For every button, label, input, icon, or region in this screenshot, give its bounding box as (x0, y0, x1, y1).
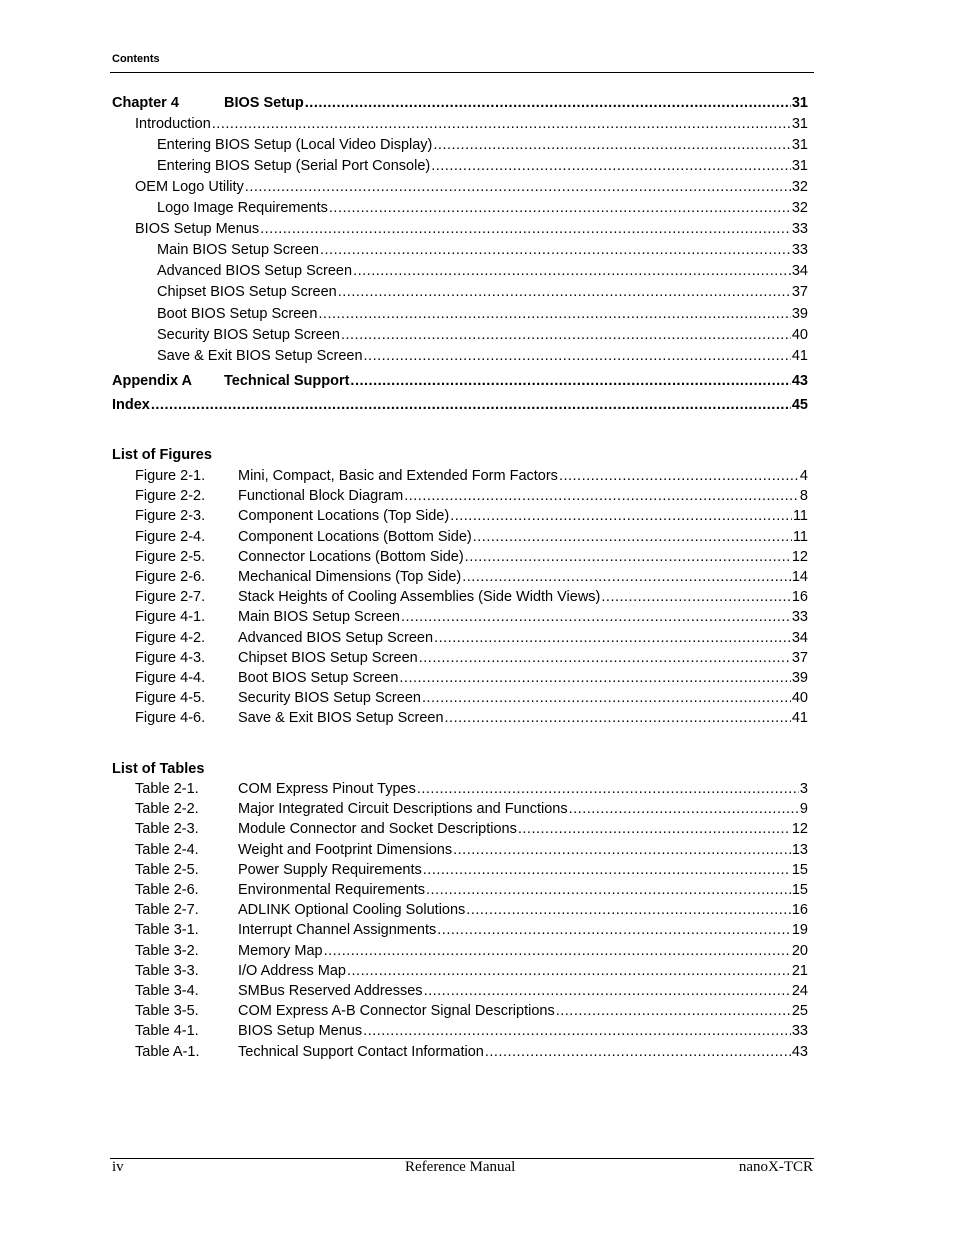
toc-section-entry (135, 220, 808, 238)
entry-title: Technical Support (224, 373, 350, 389)
entry-title: Component Locations (Top Side) (238, 508, 450, 525)
dot-leader (324, 942, 791, 960)
figure-entry (135, 528, 808, 546)
entry-page-number: 16 (791, 589, 808, 606)
table-entry (135, 1002, 808, 1020)
entry-page-number: 31 (791, 95, 808, 111)
entry-page-number: 21 (791, 962, 808, 979)
entry-title: COM Express Pinout Types (238, 781, 416, 797)
table-entry (135, 921, 808, 939)
entry-page-number: 16 (791, 902, 808, 919)
entry-label: Figure 2-4. (135, 528, 206, 545)
entry-title: Entering BIOS Setup (Local Video Display) (157, 137, 433, 153)
entry-page-number: 40 (791, 327, 808, 343)
entry-page-number: 13 (791, 841, 808, 858)
figure-entry (135, 669, 808, 687)
figure-entry (135, 649, 808, 667)
entry-page-number: 33 (791, 609, 808, 626)
entry-title: Advanced BIOS Setup Screen (157, 263, 353, 279)
entry-label: Figure 4-4. (135, 670, 206, 686)
table-entry (135, 1043, 808, 1061)
toc-section-entry (157, 262, 808, 280)
entry-page-number: 19 (791, 922, 808, 939)
figure-entry (135, 608, 808, 626)
footer-product: nanoX-TCR (738, 1159, 813, 1175)
entry-title: Main BIOS Setup Screen (157, 242, 319, 258)
toc-section-entry (157, 199, 808, 217)
entry-label: Figure 2-6. (135, 569, 206, 585)
entry-label: Table 2-4. (135, 841, 199, 858)
entry-page-number: 32 (791, 200, 808, 216)
toc-chapter-entry (112, 372, 808, 390)
entry-page-number: 15 (791, 861, 808, 878)
figure-entry (135, 487, 808, 505)
entry-label: Figure 4-6. (135, 710, 206, 727)
entry-title: OEM Logo Utility (135, 179, 244, 195)
entry-label: Appendix A (112, 373, 193, 389)
table-entry (135, 780, 808, 798)
entry-label: Figure 2-7. (135, 589, 206, 606)
table-entry (135, 901, 808, 919)
dot-leader (431, 157, 791, 175)
entry-label: Table A-1. (135, 1043, 200, 1060)
dot-leader (329, 199, 791, 217)
dot-leader (341, 326, 791, 344)
entry-label: Figure 2-2. (135, 488, 206, 505)
entry-title: ADLINK Optional Cooling Solutions (238, 902, 466, 919)
entry-title: Memory Map (238, 942, 323, 959)
entry-page-number: 41 (791, 348, 808, 364)
entry-title: Module Connector and Socket Descriptions (238, 821, 517, 838)
table-entry (135, 881, 808, 899)
entry-title: SMBus Reserved Addresses (238, 983, 423, 999)
entry-title: Functional Block Diagram (238, 488, 404, 505)
dot-leader (473, 528, 792, 546)
dot-leader (437, 921, 791, 939)
entry-title: Interrupt Channel Assignments (238, 922, 437, 939)
entry-label: Table 3-1. (135, 922, 199, 939)
entry-page-number: 43 (791, 373, 808, 389)
entry-title: Introduction (135, 116, 211, 132)
dot-leader (424, 982, 791, 1000)
entry-page-number: 34 (791, 629, 808, 646)
entry-title: Logo Image Requirements (157, 200, 328, 216)
dot-leader (364, 347, 791, 365)
dot-leader (151, 396, 791, 414)
dot-leader (466, 901, 791, 919)
figure-entry (135, 709, 808, 727)
entry-label: Index (112, 397, 150, 413)
entry-title: Chipset BIOS Setup Screen (238, 649, 418, 666)
entry-page-number: 45 (791, 397, 808, 413)
dot-leader (462, 568, 791, 586)
toc-section-entry (157, 283, 808, 301)
entry-page-number: 37 (791, 284, 808, 300)
toc-section-entry (157, 305, 808, 323)
entry-title: Major Integrated Circuit Descriptions and Functions (238, 801, 568, 818)
entry-title: BIOS Setup Menus (238, 1023, 363, 1040)
entry-page-number: 12 (791, 548, 808, 565)
entry-page-number: 31 (791, 158, 808, 174)
entry-page-number: 31 (791, 116, 808, 132)
entry-page-number: 20 (791, 942, 808, 959)
entry-page-number: 3 (799, 781, 808, 797)
entry-label: Table 2-3. (135, 821, 199, 838)
entry-label: Table 4-1. (135, 1023, 199, 1040)
entry-label: Figure 2-3. (135, 508, 206, 525)
dot-leader (419, 649, 791, 667)
entry-label: Chapter 4 (112, 95, 179, 111)
entry-label: Table 3-5. (135, 1003, 199, 1020)
entry-title: Component Locations (Bottom Side) (238, 528, 472, 545)
entry-page-number: 9 (799, 801, 808, 818)
entry-page-number: 41 (791, 710, 808, 727)
figure-entry (135, 588, 808, 606)
dot-leader (450, 507, 792, 525)
figure-entry (135, 689, 808, 707)
entry-title: Advanced BIOS Setup Screen (238, 629, 434, 646)
entry-title: Security BIOS Setup Screen (157, 327, 340, 343)
dot-leader (465, 548, 791, 566)
figure-entry (135, 507, 808, 525)
dot-leader (556, 1002, 791, 1020)
entry-label: Figure 2-5. (135, 548, 206, 565)
entry-title: Environmental Requirements (238, 882, 425, 898)
dot-leader (338, 283, 791, 301)
entry-page-number: 37 (791, 649, 808, 666)
entry-title: Stack Heights of Cooling Assemblies (Side Width Views) (238, 589, 601, 606)
entry-page-number: 15 (791, 882, 808, 898)
figure-entry (135, 548, 808, 566)
dot-leader (445, 709, 791, 727)
entry-page-number: 4 (799, 468, 808, 484)
dot-leader (212, 115, 791, 133)
entry-label: Table 3-2. (135, 942, 199, 959)
dot-leader (426, 881, 791, 899)
dot-leader (422, 689, 791, 707)
footer-title: Reference Manual (405, 1159, 516, 1175)
entry-label: Table 2-5. (135, 861, 199, 878)
entry-label: Table 2-2. (135, 801, 199, 818)
table-entry (135, 942, 808, 960)
dot-leader (601, 588, 790, 606)
toc-section-entry (157, 157, 808, 175)
entry-page-number: 25 (791, 1003, 808, 1020)
figure-entry (135, 568, 808, 586)
running-header: Contents (112, 53, 160, 65)
entry-page-number: 43 (791, 1043, 808, 1060)
entry-title: Technical Support Contact Information (238, 1043, 484, 1060)
toc-section-entry (135, 178, 808, 196)
entry-title: Boot BIOS Setup Screen (157, 306, 318, 322)
entry-page-number: 31 (791, 137, 808, 153)
figure-entry (135, 467, 808, 485)
entry-label: Table 3-3. (135, 962, 199, 979)
entry-label: Table 2-7. (135, 902, 199, 919)
dot-leader (423, 861, 791, 879)
entry-title: Weight and Footprint Dimensions (238, 841, 453, 858)
entry-label: Figure 4-3. (135, 649, 206, 666)
entry-title: Security BIOS Setup Screen (238, 690, 421, 707)
dot-leader (559, 467, 799, 485)
entry-title: Mechanical Dimensions (Top Side) (238, 569, 462, 585)
dot-leader (399, 669, 790, 687)
entry-title: BIOS Setup Menus (135, 221, 260, 237)
toc-section-entry (157, 347, 808, 365)
footer-page-number: iv (112, 1159, 124, 1175)
entry-title: BIOS Setup (224, 95, 304, 111)
table-entry (135, 982, 808, 1000)
toc-section-entry (157, 241, 808, 259)
table-entry (135, 800, 808, 818)
entry-title: Connector Locations (Bottom Side) (238, 548, 464, 565)
entry-page-number: 33 (791, 242, 808, 258)
dot-leader (320, 241, 791, 259)
entry-label: Figure 4-5. (135, 690, 206, 707)
entry-page-number: 33 (791, 1023, 808, 1040)
entry-page-number: 14 (791, 569, 808, 585)
figure-entry (135, 629, 808, 647)
table-entry (135, 841, 808, 859)
dot-leader (417, 780, 799, 798)
list-of-tables-heading: List of Tables (112, 761, 205, 777)
dot-leader (260, 220, 791, 238)
dot-leader (350, 372, 790, 390)
entry-title: Save & Exit BIOS Setup Screen (157, 348, 363, 364)
dot-leader (485, 1043, 791, 1061)
entry-label: Table 2-1. (135, 781, 199, 797)
entry-label: Table 3-4. (135, 983, 199, 999)
toc-section-entry (157, 326, 808, 344)
entry-page-number: 39 (791, 670, 808, 686)
dot-leader (569, 800, 799, 818)
entry-page-number: 33 (791, 221, 808, 237)
entry-page-number: 12 (791, 821, 808, 838)
entry-page-number: 40 (791, 690, 808, 707)
entry-page-number: 8 (799, 488, 808, 505)
dot-leader (363, 1022, 791, 1040)
entry-label: Table 2-6. (135, 882, 199, 898)
entry-title: I/O Address Map (238, 962, 346, 979)
entry-page-number: 39 (791, 306, 808, 322)
dot-leader (353, 262, 791, 280)
toc-section-entry (157, 136, 808, 154)
table-entry (135, 962, 808, 980)
list-of-figures-heading: List of Figures (112, 447, 212, 463)
header-rule (110, 72, 814, 73)
entry-page-number: 34 (791, 263, 808, 279)
dot-leader (318, 305, 790, 323)
dot-leader (453, 841, 791, 859)
entry-title: Main BIOS Setup Screen (238, 609, 400, 626)
entry-page-number: 11 (792, 508, 808, 525)
toc-chapter-entry (112, 396, 808, 414)
entry-page-number: 32 (791, 179, 808, 195)
entry-label: Figure 4-1. (135, 609, 206, 626)
entry-title: Entering BIOS Setup (Serial Port Console) (157, 158, 431, 174)
dot-leader (401, 608, 791, 626)
entry-title: COM Express A-B Connector Signal Descriptions (238, 1003, 555, 1020)
table-entry (135, 861, 808, 879)
dot-leader (518, 820, 791, 838)
entry-page-number: 24 (791, 983, 808, 999)
dot-leader (404, 487, 799, 505)
dot-leader (347, 962, 791, 980)
dot-leader (433, 136, 790, 154)
toc-section-entry (135, 115, 808, 133)
dot-leader (434, 629, 791, 647)
entry-label: Figure 4-2. (135, 629, 206, 646)
entry-title: Mini, Compact, Basic and Extended Form Factors (238, 468, 558, 484)
entry-title: Chipset BIOS Setup Screen (157, 284, 337, 300)
table-entry (135, 1022, 808, 1040)
entry-title: Power Supply Requirements (238, 861, 422, 878)
entry-label: Figure 2-1. (135, 468, 206, 484)
entry-page-number: 11 (792, 528, 808, 545)
dot-leader (245, 178, 791, 196)
entry-title: Save & Exit BIOS Setup Screen (238, 710, 444, 727)
table-entry (135, 820, 808, 838)
toc-chapter-entry (112, 94, 808, 112)
entry-title: Boot BIOS Setup Screen (238, 670, 399, 686)
dot-leader (305, 94, 791, 112)
